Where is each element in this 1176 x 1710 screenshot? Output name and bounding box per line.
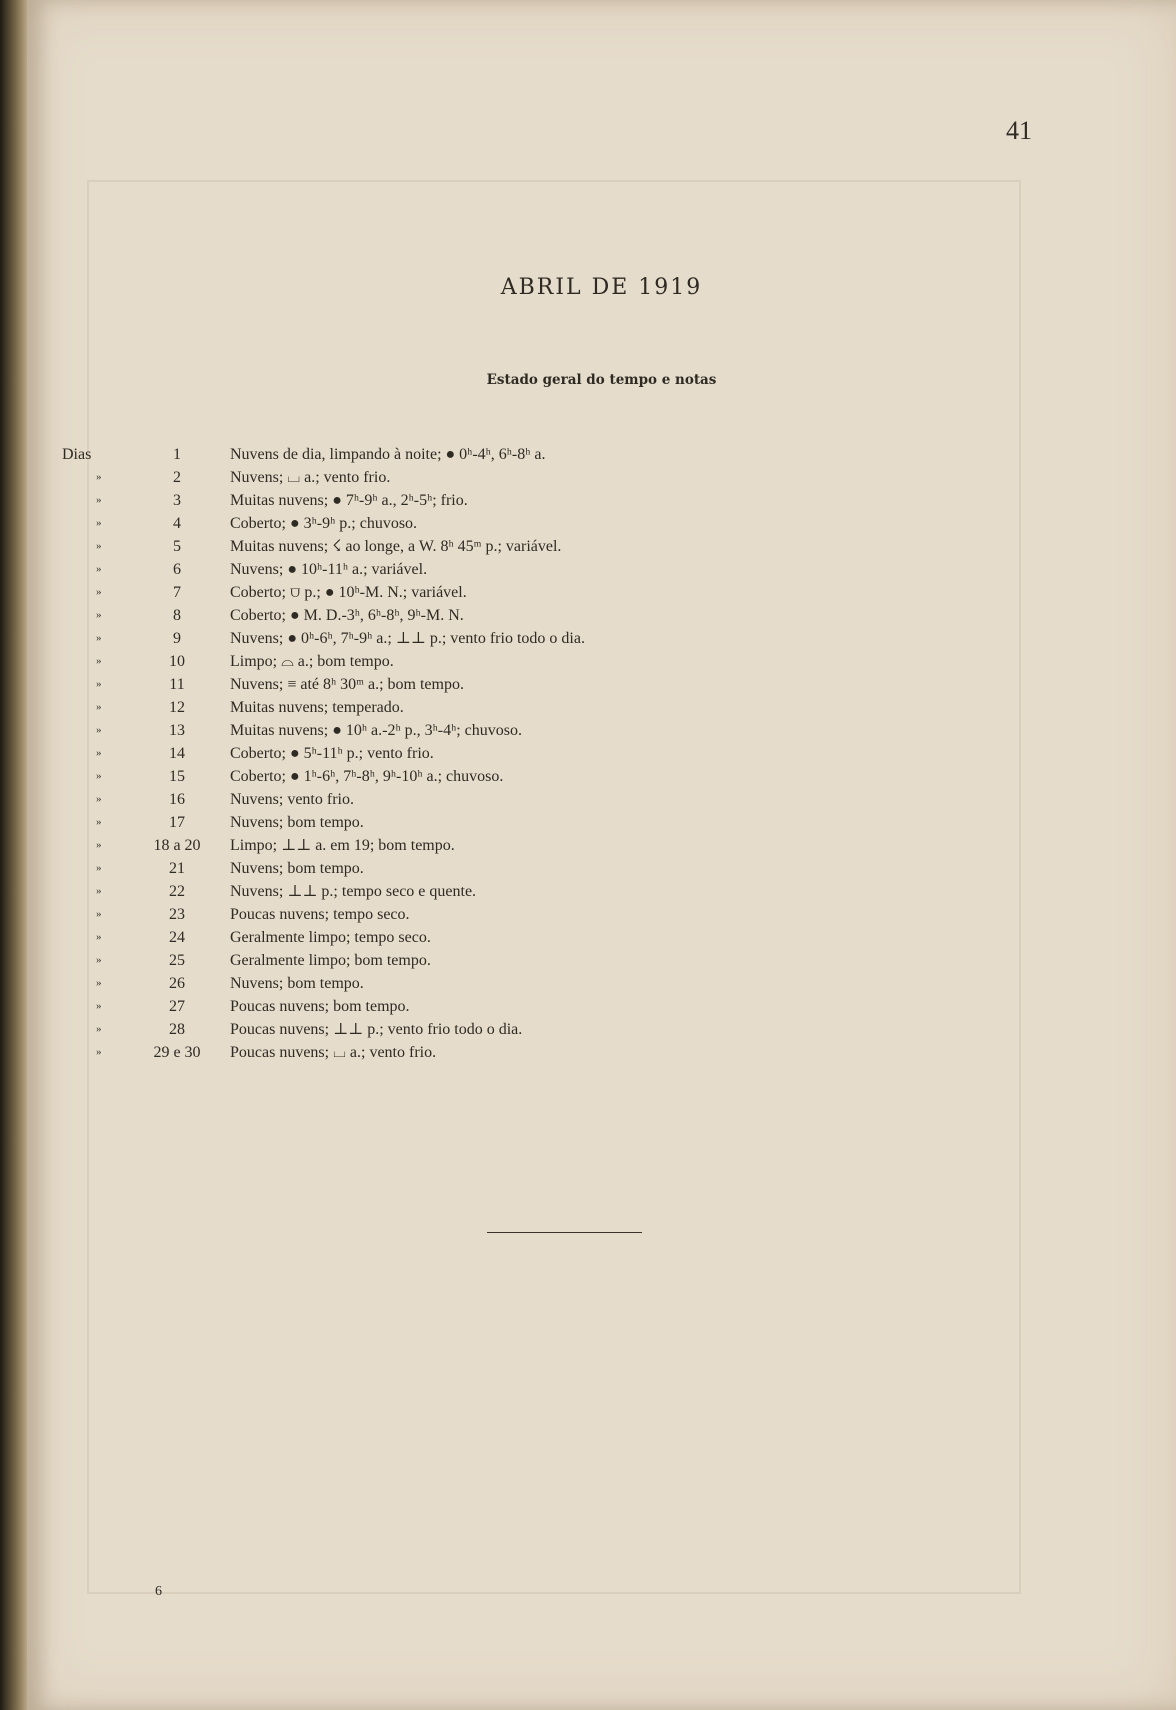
note-cell: Geralmente limpo; bom tempo. bbox=[230, 952, 431, 969]
note-cell: Nuvens; ● 0ʰ-6ʰ, 7ʰ-9ʰ a.; ⊥⊥ p.; vento frio todo o dia. bbox=[230, 630, 585, 647]
ditto-mark: » bbox=[96, 609, 102, 621]
day-cell: 12 bbox=[169, 699, 185, 716]
ditto-mark: » bbox=[96, 1046, 102, 1058]
note-cell: Coberto; ● M. D.-3ʰ, 6ʰ-8ʰ, 9ʰ-M. N. bbox=[230, 607, 464, 624]
day-cell: 7 bbox=[173, 584, 181, 601]
day-cell: 25 bbox=[169, 952, 185, 969]
note-cell: Geralmente limpo; tempo seco. bbox=[230, 929, 431, 946]
ditto-mark: » bbox=[96, 885, 102, 897]
table-row bbox=[62, 811, 862, 834]
ditto-mark: » bbox=[96, 655, 102, 667]
day-cell: 6 bbox=[173, 561, 181, 578]
table-row bbox=[62, 972, 862, 995]
note-cell: Poucas nuvens; tempo seco. bbox=[230, 906, 410, 923]
table-row bbox=[62, 512, 862, 535]
table-row bbox=[62, 489, 862, 512]
note-cell: Coberto; ● 1ʰ-6ʰ, 7ʰ-8ʰ, 9ʰ-10ʰ a.; chuvoso. bbox=[230, 768, 504, 785]
table-row bbox=[62, 466, 862, 489]
day-cell: 2 bbox=[173, 469, 181, 486]
day-cell: 5 bbox=[173, 538, 181, 555]
ditto-mark: » bbox=[96, 678, 102, 690]
day-cell: 24 bbox=[169, 929, 185, 946]
book-spine bbox=[0, 0, 27, 1710]
note-cell: Nuvens; ≡ até 8ʰ 30ᵐ a.; bom tempo. bbox=[230, 676, 464, 693]
note-cell: Muitas nuvens; ☇ ao longe, a W. 8ʰ 45ᵐ p.; variável. bbox=[230, 538, 562, 555]
note-cell: Nuvens; vento frio. bbox=[230, 791, 354, 808]
table-row bbox=[62, 880, 862, 903]
ditto-mark: » bbox=[96, 908, 102, 920]
weather-notes-table bbox=[62, 443, 862, 1064]
divider-line bbox=[487, 1232, 642, 1233]
ditto-mark: » bbox=[96, 563, 102, 575]
note-cell: Nuvens; ⊥⊥ p.; tempo seco e quente. bbox=[230, 883, 477, 900]
ditto-mark: » bbox=[96, 471, 102, 483]
ditto-mark: » bbox=[96, 632, 102, 644]
ditto-mark: » bbox=[96, 793, 102, 805]
table-row bbox=[62, 926, 862, 949]
table-row bbox=[62, 627, 862, 650]
table-row bbox=[62, 903, 862, 926]
note-cell: Muitas nuvens; ● 7ʰ-9ʰ a., 2ʰ-5ʰ; frio. bbox=[230, 492, 468, 509]
table-row bbox=[62, 650, 862, 673]
note-cell: Limpo; ⌓ a.; bom tempo. bbox=[230, 653, 394, 670]
note-cell: Nuvens; bom tempo. bbox=[230, 975, 364, 992]
day-cell: 28 bbox=[169, 1021, 185, 1038]
ditto-mark: » bbox=[96, 931, 102, 943]
day-cell: 15 bbox=[169, 768, 185, 785]
note-cell: Limpo; ⊥⊥ a. em 19; bom tempo. bbox=[230, 837, 455, 854]
ditto-mark: » bbox=[96, 954, 102, 966]
note-cell: Poucas nuvens; ⌴ a.; vento frio. bbox=[230, 1044, 437, 1061]
page-title: ABRIL DE 1919 bbox=[500, 275, 703, 300]
table-row bbox=[62, 995, 862, 1018]
day-cell: 18 a 20 bbox=[153, 837, 201, 854]
ditto-mark: » bbox=[96, 724, 102, 736]
ditto-mark: » bbox=[96, 862, 102, 874]
ditto-mark: » bbox=[96, 586, 102, 598]
note-cell: Nuvens de dia, limpando à noite; ● 0ʰ-4ʰ, 6ʰ-8ʰ a. bbox=[230, 446, 546, 463]
day-cell: 10 bbox=[169, 653, 185, 670]
table-row bbox=[62, 1041, 862, 1064]
table-row bbox=[62, 949, 862, 972]
ditto-mark: » bbox=[96, 816, 102, 828]
day-cell: 17 bbox=[169, 814, 185, 831]
table-row bbox=[62, 742, 862, 765]
ditto-mark: » bbox=[96, 1000, 102, 1012]
day-cell: 9 bbox=[173, 630, 181, 647]
note-cell: Nuvens; bom tempo. bbox=[230, 860, 364, 877]
day-cell: 13 bbox=[169, 722, 185, 739]
day-cell: 8 bbox=[173, 607, 181, 624]
table-row bbox=[62, 1018, 862, 1041]
day-cell: 26 bbox=[169, 975, 185, 992]
ditto-mark: » bbox=[96, 1023, 102, 1035]
table-row bbox=[62, 558, 862, 581]
table-row bbox=[62, 765, 862, 788]
table-row bbox=[62, 604, 862, 627]
section-subtitle: Estado geral do tempo e notas bbox=[486, 372, 717, 388]
table-row bbox=[62, 834, 862, 857]
table-row bbox=[62, 535, 862, 558]
ditto-mark: » bbox=[96, 494, 102, 506]
ditto-mark: » bbox=[96, 540, 102, 552]
page-number: 41 bbox=[1006, 116, 1032, 145]
document-page bbox=[27, 0, 1176, 1710]
table-row bbox=[62, 696, 862, 719]
note-cell: Coberto; ● 3ʰ-9ʰ p.; chuvoso. bbox=[230, 515, 418, 532]
day-cell: 3 bbox=[173, 492, 181, 509]
day-cell: 11 bbox=[169, 676, 185, 693]
table-row bbox=[62, 719, 862, 742]
table-row bbox=[62, 443, 862, 466]
ditto-mark: » bbox=[96, 747, 102, 759]
day-cell: 23 bbox=[169, 906, 185, 923]
note-cell: Nuvens; ⌴ a.; vento frio. bbox=[230, 469, 391, 486]
note-cell: Coberto; ⩌ p.; ● 10ʰ-M. N.; variável. bbox=[230, 584, 467, 601]
note-cell: Coberto; ● 5ʰ-11ʰ p.; vento frio. bbox=[230, 745, 434, 762]
note-cell: Poucas nuvens; ⊥⊥ p.; vento frio todo o dia. bbox=[230, 1021, 523, 1038]
day-cell: 21 bbox=[169, 860, 185, 877]
day-cell: 4 bbox=[173, 515, 181, 532]
ditto-mark: » bbox=[96, 839, 102, 851]
note-cell: Muitas nuvens; temperado. bbox=[230, 699, 404, 716]
note-cell: Poucas nuvens; bom tempo. bbox=[230, 998, 410, 1015]
table-row bbox=[62, 788, 862, 811]
day-cell: 27 bbox=[169, 998, 185, 1015]
column-label-days: Dias bbox=[62, 446, 92, 463]
table-row bbox=[62, 857, 862, 880]
table-row bbox=[62, 581, 862, 604]
day-cell: 14 bbox=[169, 745, 185, 762]
day-cell: 22 bbox=[169, 883, 185, 900]
ditto-mark: » bbox=[96, 701, 102, 713]
day-cell: 16 bbox=[169, 791, 185, 808]
day-cell: 1 bbox=[173, 446, 181, 463]
signature-mark: 6 bbox=[155, 1584, 162, 1599]
ditto-mark: » bbox=[96, 517, 102, 529]
day-cell: 29 e 30 bbox=[153, 1044, 201, 1061]
note-cell: Muitas nuvens; ● 10ʰ a.-2ʰ p., 3ʰ-4ʰ; chuvoso. bbox=[230, 722, 522, 739]
ditto-mark: » bbox=[96, 977, 102, 989]
note-cell: Nuvens; ● 10ʰ-11ʰ a.; variável. bbox=[230, 561, 428, 578]
table-row bbox=[62, 673, 862, 696]
note-cell: Nuvens; bom tempo. bbox=[230, 814, 364, 831]
ditto-mark: » bbox=[96, 770, 102, 782]
